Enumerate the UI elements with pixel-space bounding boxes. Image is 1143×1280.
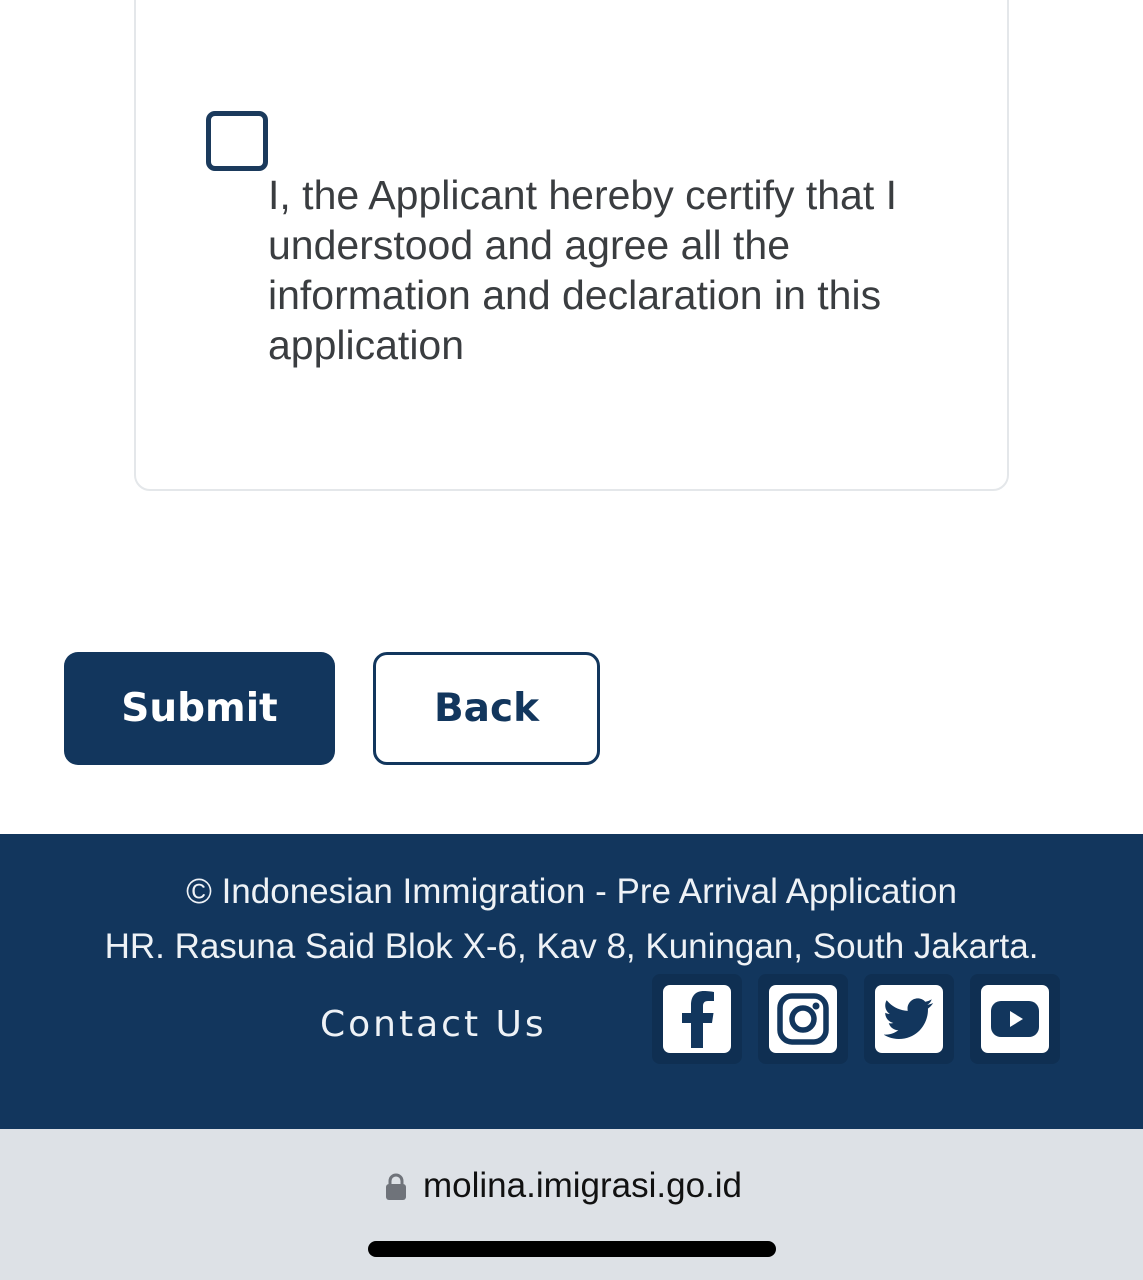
lock-icon (385, 1173, 407, 1206)
footer-copyright: © Indonesian Immigration - Pre Arrival Application (186, 872, 957, 911)
facebook-link[interactable] (652, 974, 742, 1064)
declaration-text: I, the Applicant hereby certify that I understood and agree all the information and declaration in this application (268, 172, 898, 368)
declaration-checkbox[interactable] (206, 111, 268, 171)
facebook-icon (663, 985, 731, 1053)
instagram-icon (769, 985, 837, 1053)
twitter-icon (875, 985, 943, 1053)
youtube-icon (981, 985, 1049, 1053)
contact-us-link[interactable]: Contact Us (320, 1004, 547, 1045)
browser-url[interactable]: molina.imigrasi.go.id (423, 1166, 743, 1205)
footer (0, 834, 1143, 1129)
submit-button[interactable]: Submit (64, 652, 335, 765)
twitter-link[interactable] (864, 974, 954, 1064)
footer-address: HR. Rasuna Said Blok X-6, Kav 8, Kuningan, South Jakarta. (104, 927, 1039, 966)
browser-address-bar[interactable] (0, 1129, 1143, 1280)
home-indicator[interactable] (368, 1241, 776, 1257)
instagram-link[interactable] (758, 974, 848, 1064)
youtube-link[interactable] (970, 974, 1060, 1064)
back-button[interactable]: Back (373, 652, 600, 765)
